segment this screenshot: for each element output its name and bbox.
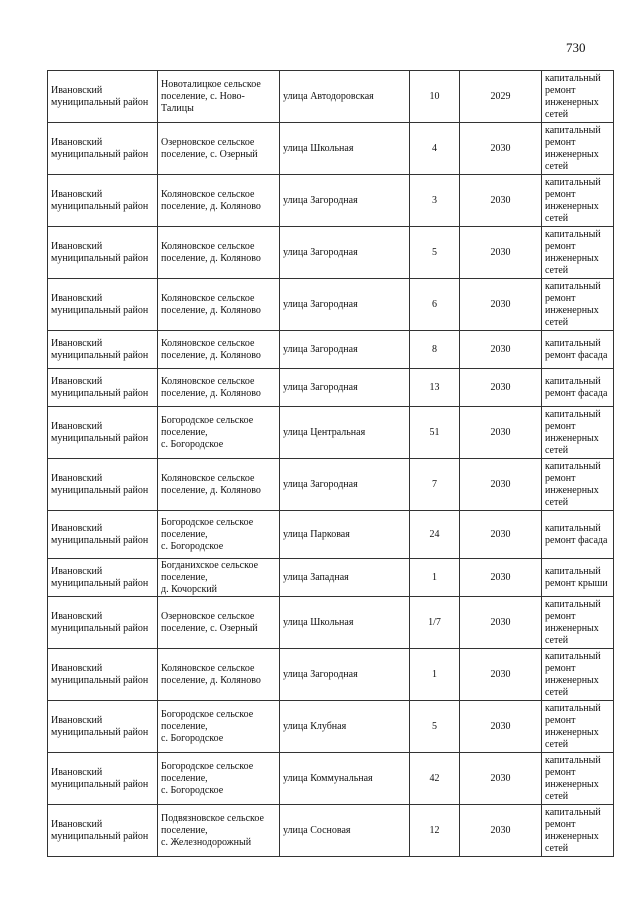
house-number-cell: 3 (410, 175, 460, 227)
year-cell: 2030 (460, 753, 542, 805)
street-cell: улица Загородная (280, 227, 410, 279)
year-cell: 2030 (460, 649, 542, 701)
house-number-cell: 4 (410, 123, 460, 175)
street-cell: улица Коммунальная (280, 753, 410, 805)
work-type-cell: капитальный ремонт крыши (542, 559, 614, 597)
district-cell: Ивановский муниципальный район (48, 753, 158, 805)
house-number-cell: 12 (410, 805, 460, 857)
settlement-cell: Коляновское сельское поселение, д. Коляново (158, 279, 280, 331)
table-row (48, 511, 614, 559)
work-type-cell: капитальный ремонт инженерных сетей (542, 71, 614, 123)
house-number-cell: 1/7 (410, 597, 460, 649)
house-number-cell: 10 (410, 71, 460, 123)
house-number-cell: 5 (410, 701, 460, 753)
year-cell: 2030 (460, 227, 542, 279)
work-type-cell: капитальный ремонт инженерных сетей (542, 279, 614, 331)
table-row (48, 279, 614, 331)
settlement-cell: Коляновское сельское поселение, д. Коляново (158, 459, 280, 511)
settlement-cell: Коляновское сельское поселение, д. Коляново (158, 331, 280, 369)
table-row (48, 175, 614, 227)
street-cell: улица Парковая (280, 511, 410, 559)
house-number-cell: 8 (410, 331, 460, 369)
district-cell: Ивановский муниципальный район (48, 175, 158, 227)
year-cell: 2030 (460, 597, 542, 649)
page-number: 730 (566, 40, 586, 55)
district-cell: Ивановский муниципальный район (48, 559, 158, 597)
street-cell: улица Центральная (280, 407, 410, 459)
year-cell: 2030 (460, 559, 542, 597)
work-type-cell: капитальный ремонт инженерных сетей (542, 123, 614, 175)
settlement-cell: Богородское сельское поселение, с. Богородское (158, 407, 280, 459)
table-row (48, 701, 614, 753)
work-type-cell: капитальный ремонт фасада (542, 331, 614, 369)
table-row (48, 71, 614, 123)
district-cell: Ивановский муниципальный район (48, 227, 158, 279)
settlement-cell: Подвязновское сельское поселение, с. Железнодорожный (158, 805, 280, 857)
house-number-cell: 1 (410, 559, 460, 597)
district-cell: Ивановский муниципальный район (48, 701, 158, 753)
district-cell: Ивановский муниципальный район (48, 369, 158, 407)
settlement-cell: Озерновское сельское поселение, с. Озерный (158, 123, 280, 175)
house-number-cell: 51 (410, 407, 460, 459)
table-row (48, 369, 614, 407)
work-type-cell: капитальный ремонт инженерных сетей (542, 407, 614, 459)
street-cell: улица Сосновая (280, 805, 410, 857)
work-type-cell: капитальный ремонт инженерных сетей (542, 753, 614, 805)
year-cell: 2030 (460, 701, 542, 753)
settlement-cell: Коляновское сельское поселение, д. Коляново (158, 227, 280, 279)
district-cell: Ивановский муниципальный район (48, 805, 158, 857)
table-row (48, 597, 614, 649)
settlement-cell: Озерновское сельское поселение, с. Озерный (158, 597, 280, 649)
year-cell: 2030 (460, 511, 542, 559)
settlement-cell: Богородское сельское поселение, с. Богородское (158, 701, 280, 753)
table-row (48, 331, 614, 369)
settlement-cell: Новоталицкое сельское поселение, с. Ново-Талицы (158, 71, 280, 123)
table-row (48, 123, 614, 175)
district-cell: Ивановский муниципальный район (48, 511, 158, 559)
year-cell: 2030 (460, 369, 542, 407)
street-cell: улица Клубная (280, 701, 410, 753)
street-cell: улица Загородная (280, 279, 410, 331)
district-cell: Ивановский муниципальный район (48, 123, 158, 175)
district-cell: Ивановский муниципальный район (48, 279, 158, 331)
district-cell: Ивановский муниципальный район (48, 649, 158, 701)
work-type-cell: капитальный ремонт инженерных сетей (542, 597, 614, 649)
settlement-cell: Богданихское сельское поселение, д. Кочорский (158, 559, 280, 597)
settlement-cell: Богородское сельское поселение, с. Богородское (158, 753, 280, 805)
street-cell: улица Школьная (280, 597, 410, 649)
table-body (48, 71, 614, 857)
street-cell: улица Загородная (280, 331, 410, 369)
table-row (48, 227, 614, 279)
year-cell: 2030 (460, 331, 542, 369)
house-number-cell: 42 (410, 753, 460, 805)
street-cell: улица Загородная (280, 175, 410, 227)
work-type-cell: капитальный ремонт инженерных сетей (542, 701, 614, 753)
house-number-cell: 7 (410, 459, 460, 511)
year-cell: 2030 (460, 123, 542, 175)
district-cell: Ивановский муниципальный район (48, 407, 158, 459)
street-cell: улица Загородная (280, 649, 410, 701)
district-cell: Ивановский муниципальный район (48, 597, 158, 649)
table-row (48, 459, 614, 511)
work-type-cell: капитальный ремонт инженерных сетей (542, 805, 614, 857)
work-type-cell: капитальный ремонт инженерных сетей (542, 175, 614, 227)
house-number-cell: 24 (410, 511, 460, 559)
year-cell: 2030 (460, 407, 542, 459)
district-cell: Ивановский муниципальный район (48, 71, 158, 123)
table-row (48, 649, 614, 701)
street-cell: улица Школьная (280, 123, 410, 175)
house-number-cell: 5 (410, 227, 460, 279)
settlement-cell: Богородское сельское поселение, с. Богородское (158, 511, 280, 559)
work-type-cell: капитальный ремонт фасада (542, 511, 614, 559)
district-cell: Ивановский муниципальный район (48, 331, 158, 369)
table-row (48, 407, 614, 459)
year-cell: 2030 (460, 459, 542, 511)
street-cell: улица Автодоровская (280, 71, 410, 123)
year-cell: 2030 (460, 279, 542, 331)
table-row (48, 559, 614, 597)
district-cell: Ивановский муниципальный район (48, 459, 158, 511)
work-type-cell: капитальный ремонт инженерных сетей (542, 649, 614, 701)
settlement-cell: Коляновское сельское поселение, д. Коляново (158, 175, 280, 227)
year-cell: 2029 (460, 71, 542, 123)
repair-schedule-table (47, 70, 614, 857)
year-cell: 2030 (460, 805, 542, 857)
table-row (48, 805, 614, 857)
work-type-cell: капитальный ремонт инженерных сетей (542, 227, 614, 279)
year-cell: 2030 (460, 175, 542, 227)
table-row (48, 753, 614, 805)
street-cell: улица Загородная (280, 369, 410, 407)
house-number-cell: 1 (410, 649, 460, 701)
street-cell: улица Загородная (280, 459, 410, 511)
settlement-cell: Коляновское сельское поселение, д. Коляново (158, 369, 280, 407)
work-type-cell: капитальный ремонт инженерных сетей (542, 459, 614, 511)
house-number-cell: 13 (410, 369, 460, 407)
settlement-cell: Коляновское сельское поселение, д. Коляново (158, 649, 280, 701)
house-number-cell: 6 (410, 279, 460, 331)
street-cell: улица Западная (280, 559, 410, 597)
work-type-cell: капитальный ремонт фасада (542, 369, 614, 407)
